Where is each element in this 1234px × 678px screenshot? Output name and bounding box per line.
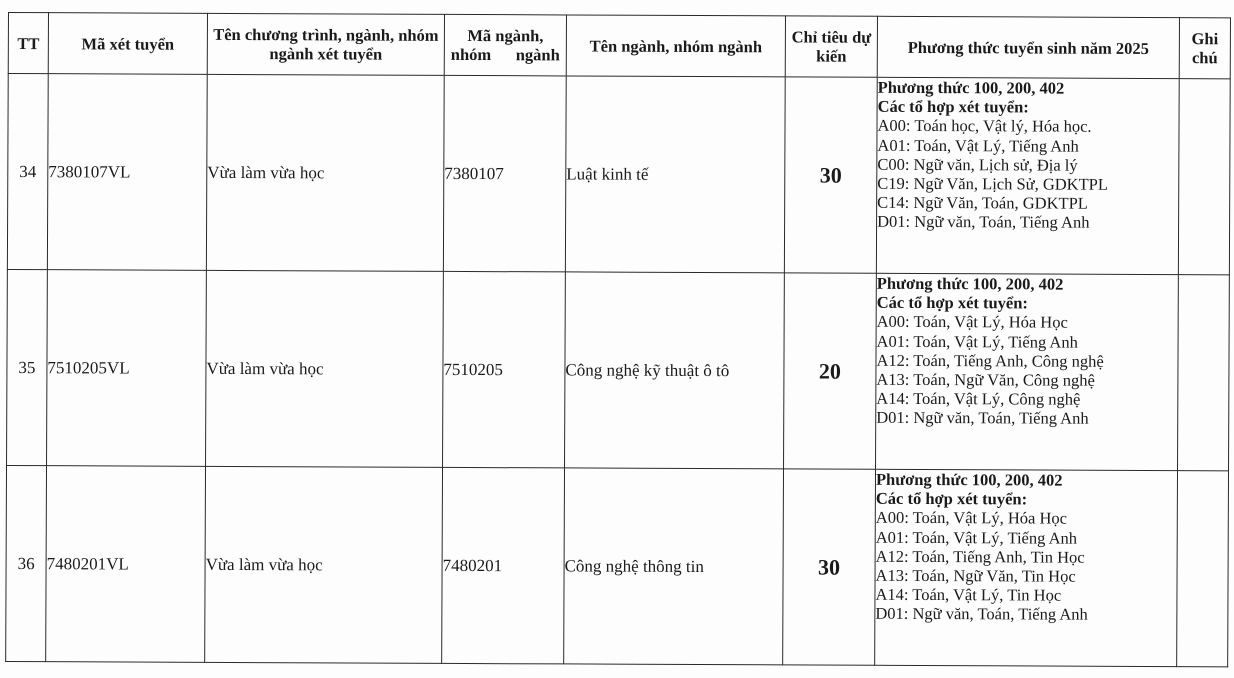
row-phuong-thuc — [875, 469, 1178, 666]
header-ghi-chu: Ghi chú — [1179, 18, 1230, 79]
combo-item: D01: Ngữ văn, Toán, Tiếng Anh — [875, 604, 1088, 625]
row-ma-xet-tuyen: 7380107VL — [47, 74, 207, 271]
combo-item: A14: Toán, Vật Lý, Công nghệ — [876, 389, 1081, 409]
combo-item: C14: Ngữ Văn, Toán, GDKTPL — [877, 193, 1088, 213]
row-chi-tieu: 30 — [784, 77, 877, 273]
combo-item: D01: Ngữ văn, Toán, Tiếng Anh — [876, 408, 1089, 429]
combo-item: A01: Toán, Vật Lý, Tiếng Anh — [877, 135, 1079, 156]
method-title: Phương thức 100, 200, 402 — [876, 273, 1064, 294]
table-row — [6, 465, 1229, 666]
row-ten-chuong-trinh: Vừa làm vừa học — [206, 270, 444, 467]
row-tt: 35 — [7, 269, 48, 465]
admissions-table — [5, 12, 1231, 667]
row-ten-chuong-trinh: Vừa làm vừa học — [205, 466, 443, 663]
row-chi-tieu: 20 — [784, 273, 877, 469]
row-ten-nganh: Công nghệ thông tin — [564, 468, 784, 665]
combo-item: A13: Toán, Ngữ Văn, Tin Học — [875, 565, 1076, 586]
row-ma-nganh: 7480201 — [442, 467, 565, 664]
combo-item: D01: Ngữ văn, Toán, Tiếng Anh — [877, 212, 1090, 233]
row-ghi-chu — [1177, 471, 1229, 667]
header-ten-nganh: Tên ngành, nhóm ngành — [566, 15, 785, 77]
header-ten-chuong-trinh: Tên chương trình, ngành, nhóm ngành xét tuyển — [207, 13, 444, 75]
combo-item: A00: Toán, Vật Lý, Hóa Học — [876, 312, 1068, 333]
header-ma-xet-tuyen: Mã xét tuyển — [48, 13, 207, 75]
row-ma-nganh: 7510205 — [443, 271, 566, 468]
header-chi-tieu: Chỉ tiêu dự kiến — [785, 16, 877, 77]
combos-title: Các tổ hợp xét tuyển: — [876, 292, 1028, 313]
row-tt: 34 — [7, 74, 48, 270]
header-tt: TT — [8, 13, 48, 74]
combo-item: A01: Toán, Vật Lý, Tiếng Anh — [876, 331, 1078, 352]
row-ma-xet-tuyen: 7480201VL — [46, 466, 206, 663]
row-ghi-chu — [1178, 79, 1230, 275]
table-row — [7, 269, 1230, 470]
combo-item: A12: Toán, Tiếng Anh, Tin Học — [875, 546, 1085, 567]
row-ghi-chu — [1178, 275, 1230, 471]
combo-item: A13: Toán, Ngữ Văn, Công nghệ — [876, 369, 1095, 390]
row-ten-chuong-trinh: Vừa làm vừa học — [206, 74, 444, 271]
combo-item: C19: Ngữ Văn, Lịch Sử, GDKTPL — [877, 173, 1109, 194]
header-phuong-thuc: Phương thức tuyển sinh năm 2025 — [877, 16, 1179, 78]
header-row — [8, 13, 1230, 79]
row-ten-nganh: Luật kinh tế — [565, 76, 785, 273]
combo-item: A00: Toán, Vật Lý, Hóa Học — [875, 508, 1068, 529]
method-title: Phương thức 100, 200, 402 — [877, 77, 1065, 98]
combo-item: A12: Toán, Tiếng Anh, Công nghệ — [876, 350, 1104, 371]
row-chi-tieu: 30 — [783, 469, 876, 665]
row-ten-nganh: Công nghệ kỹ thuật ô tô — [565, 272, 785, 469]
combos-title: Các tổ hợp xét tuyển: — [875, 488, 1028, 509]
combo-item: A00: Toán học, Vật lý, Hóa học. — [877, 116, 1092, 137]
header-ma-nganh: Mã ngành, nhóm ngành — [444, 14, 566, 76]
table-row — [7, 74, 1230, 275]
row-ma-xet-tuyen: 7510205VL — [47, 270, 207, 467]
row-phuong-thuc — [876, 273, 1179, 470]
combos-title: Các tổ hợp xét tuyển: — [877, 96, 1029, 117]
row-ma-nganh: 7380107 — [443, 75, 566, 272]
method-title: Phương thức 100, 200, 402 — [875, 469, 1063, 490]
combo-item: A01: Toán, Vật Lý, Tiếng Anh — [875, 527, 1078, 548]
combo-item: A14: Toán, Vật Lý, Tin Học — [875, 585, 1062, 605]
combo-item: C00: Ngữ văn, Lịch sử, Địa lý — [877, 154, 1078, 175]
row-tt: 36 — [6, 465, 47, 661]
row-phuong-thuc — [876, 77, 1179, 274]
